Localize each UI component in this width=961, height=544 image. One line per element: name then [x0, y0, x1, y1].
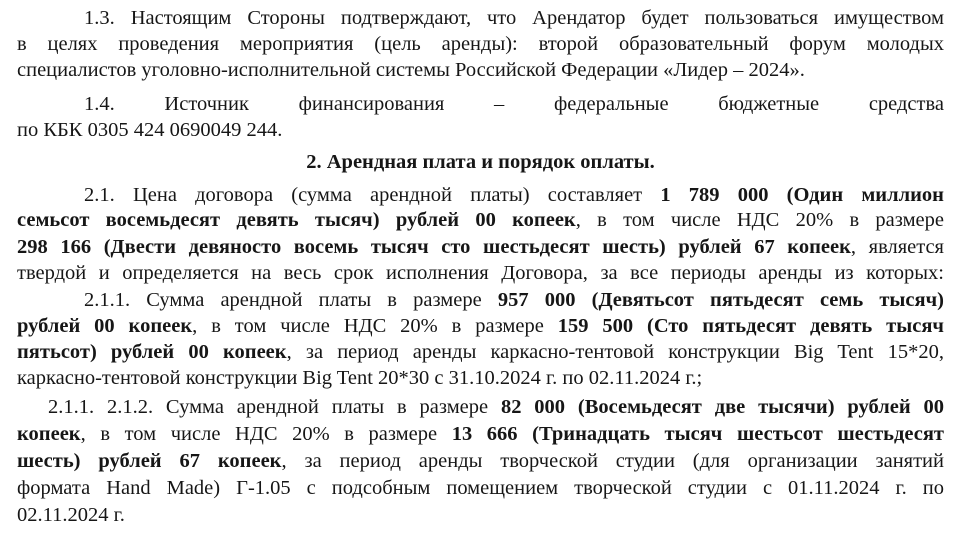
clause-2-1-2-amount: 82 000 (Восемьдесят две тысячи) рублей 00: [500, 396, 944, 418]
clause-2-1-text-cont: , является: [850, 236, 944, 258]
clause-2-1-1-amount-cont: рублей 00 копеек: [17, 315, 193, 337]
clause-2-1-1-line-2: [17, 314, 944, 338]
clause-2-1-2-vat-amount: 13 666 (Тринадцать тысяч шестьсот шестьдесят: [451, 423, 944, 445]
clause-2-1-vat-text: , в том числе НДС 20% в размере: [575, 209, 944, 231]
clause-1-3-line-3: специалистов уголовно-исполнительной системы Российской Федерации «Лидер – 2024».: [17, 59, 805, 81]
section-2-heading: 2. Арендная плата и порядок оплаты.: [306, 151, 655, 173]
clause-2-1-2-vat-cont: шесть) рублей 67 копеек: [17, 450, 282, 472]
clause-1-3-line-2: в целях проведения мероприятия (цель аренды): второй образовательный форум молодых: [17, 33, 944, 55]
clause-2-1-line-2: [17, 208, 944, 232]
clause-2-1-2-vat-text: , в том числе НДС 20% в размере: [80, 423, 452, 445]
clause-2-1-1-vat-cont: пятьсот) рублей 00 копеек: [17, 341, 287, 363]
clause-2-1-text: 2.1. Цена договора (сумма арендной платы) составляет: [84, 184, 661, 206]
clause-2-1-1-amount: 957 000 (Девятьсот пятьдесят семь тысяч): [497, 289, 944, 311]
clause-2-1-1-text: 2.1.1. Сумма арендной платы в размере: [84, 289, 498, 311]
clause-1-4-line-1: 1.4. Источник финансирования – федеральные бюджетные средства: [84, 93, 944, 115]
clause-2-1-price: 1 789 000 (Один миллион: [660, 184, 944, 206]
clause-2-1-2-line-1: [48, 395, 944, 419]
clause-2-1-2-text: 2.1.1. 2.1.2. Сумма арендной платы в размере: [48, 396, 501, 418]
clause-1-3-line-1: 1.3. Настоящим Стороны подтверждают, что Арендатор будет пользоваться имуществом: [84, 7, 944, 29]
clause-2-1-2-line-3: [17, 449, 944, 473]
clause-2-1-2-line-5: 02.11.2024 г.: [17, 504, 125, 526]
clause-2-1-1-line-4: каркасно-тентовой конструкции Big Tent 20*30 с 31.10.2024 г. по 02.11.2024 г.;: [17, 367, 703, 389]
clause-2-1-1-period-text: , за период аренды каркасно-тентовой конструкции Big Tent 15*20,: [286, 341, 944, 363]
clause-2-1-1-vat-amount: 159 500 (Сто пятьдесят девять тысяч: [557, 315, 944, 337]
clause-2-1-1-line-1: [84, 288, 944, 312]
clause-2-1-1-line-3: [17, 340, 944, 364]
clause-2-1-price-cont: семьсот восемьдесят девять тысяч) рублей 00 копеек: [17, 209, 576, 231]
clause-2-1-vat-amount: 298 166 (Двести девяносто восемь тысяч сто шестьдесят шесть) рублей 67 копеек: [17, 236, 851, 258]
clause-2-1-line-3: [17, 235, 944, 259]
clause-2-1-2-line-2: [17, 422, 944, 446]
clause-2-1-line-1: [84, 183, 944, 207]
clause-2-1-2-period-text: , за период аренды творческой студии (для организации занятий: [281, 450, 944, 472]
clause-2-1-1-vat-text: , в том числе НДС 20% в размере: [192, 315, 558, 337]
clause-1-4-line-2: по КБК 0305 424 0690049 244.: [17, 119, 283, 141]
clause-2-1-2-line-4: формата Hand Made) Г-1.05 с подсобным помещением творческой студии с 01.11.2024 г. по: [17, 477, 944, 499]
clause-2-1-2-amount-cont: копеек: [17, 423, 81, 445]
clause-2-1-line-4: твердой и определяется на весь срок исполнения Договора, за все периоды аренды из которых:: [17, 262, 944, 284]
